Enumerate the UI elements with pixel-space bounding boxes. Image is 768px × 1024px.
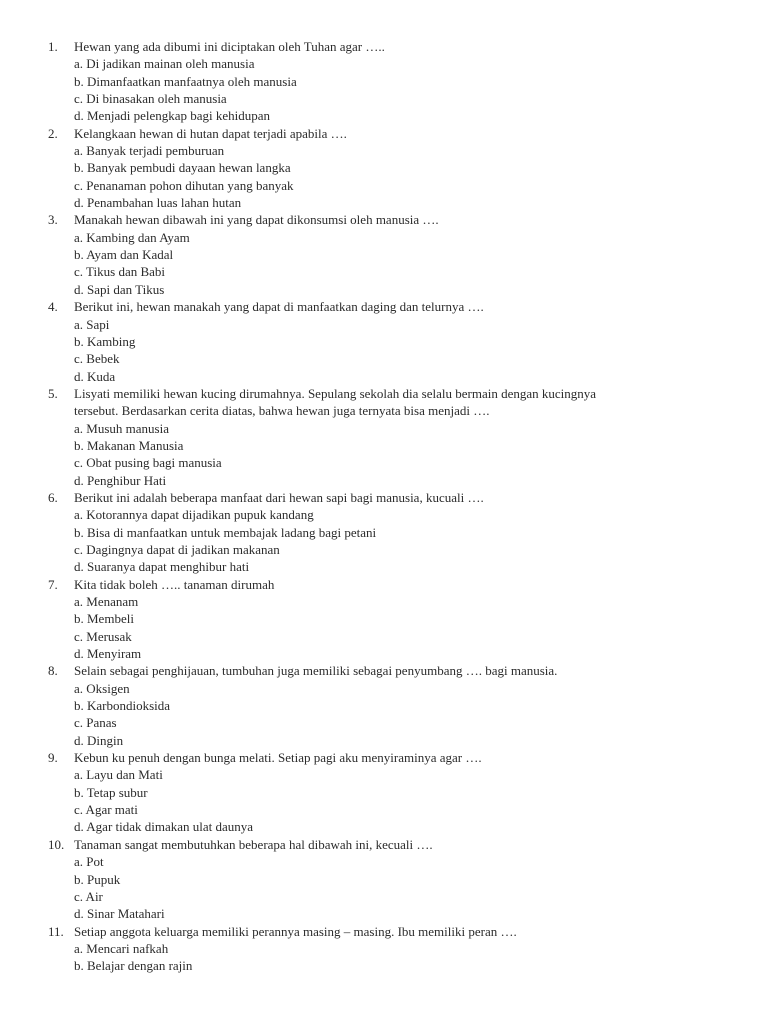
answer-option: b. Bisa di manfaatkan untuk membajak ladang bagi petani [74,524,377,540]
question-text: Kebun ku penuh dengan bunga melati. Setiap pagi aku menyiraminya agar …. [74,750,482,766]
answer-option: d. Dingin [74,732,124,748]
answer-option: c. Dagingnya dapat di jadikan makanan [74,541,280,557]
answer-option: b. Pupuk [74,871,121,887]
question-item [48,211,728,298]
answer-option: d. Kuda [74,368,116,384]
answer-option: c. Obat pusing bagi manusia [74,455,222,471]
answer-option: d. Penghibur Hati [74,472,167,488]
question-text: Berikut ini adalah beberapa manfaat dari hewan sapi bagi manusia, kucuali …. [74,489,484,505]
question-line [48,385,728,402]
question-text: Manakah hewan dibawah ini yang dapat dikonsumsi oleh manusia …. [74,212,439,228]
answer-option: d. Penambahan luas lahan hutan [74,195,242,211]
question-item [48,749,728,836]
question-number: 4. [48,299,58,315]
question-number: 5. [48,385,58,401]
answer-option: b. Membeli [74,611,134,627]
answer-option: b. Banyak pembudi dayaan hewan langka [74,160,291,176]
answer-option: a. Kambing dan Ayam [74,229,190,245]
answer-option: b. Karbondioksida [74,698,171,714]
question-number: 2. [48,125,58,141]
question-number: 3. [48,212,58,228]
question-item [48,38,728,125]
answer-option: a. Sapi [74,316,110,332]
question-number: 10. [48,836,65,852]
answer-option: c. Penanaman pohon dihutan yang banyak [74,177,294,193]
answer-option: a. Menanam [74,594,139,609]
answer-option: c. Di binasakan oleh manusia [74,91,227,107]
question-number: 1. [48,39,58,54]
question-number: 8. [48,663,58,679]
answer-option: c. Merusak [74,628,132,644]
question-number: 11. [48,923,64,939]
question-list [48,38,728,975]
answer-option: a. Banyak terjadi pemburuan [74,143,225,159]
answer-option: c. Air [74,888,103,904]
answer-option: d. Menyiram [74,646,142,662]
question-text-continued: tersebut. Berdasarkan cerita diatas, bahwa hewan juga ternyata bisa menjadi …. [74,403,490,419]
question-text: Lisyati memiliki hewan kucing dirumahnya. Sepulang sekolah dia selalu bermain dengan kucingnya [74,385,597,401]
answer-option: b. Dimanfaatkan manfaatnya oleh manusia [74,73,297,89]
question-line [48,749,728,766]
question-line [48,298,728,315]
question-text: Kita tidak boleh ….. tanaman dirumah [74,576,275,592]
question-text: Setiap anggota keluarga memiliki perannya masing – masing. Ibu memiliki peran …. [74,923,517,939]
answer-option: a. Musuh manusia [74,420,169,436]
question-text: Selain sebagai penghijauan, tumbuhan juga memiliki sebagai penyumbang …. bagi manusia. [74,663,558,679]
question-text: Berikut ini, hewan manakah yang dapat di manfaatkan daging dan telurnya …. [74,299,484,315]
answer-option: d. Sinar Matahari [74,906,165,922]
answer-option: b. Ayam dan Kadal [74,247,174,263]
question-text: Hewan yang ada dibumi ini diciptakan oleh Tuhan agar ….. [74,39,385,54]
question-line [48,923,728,940]
answer-option: a. Pot [74,854,104,870]
question-item [48,576,728,663]
question-item [48,298,728,385]
answer-option: b. Tetap subur [74,784,148,800]
question-line [48,125,728,142]
answer-option: b. Kambing [74,333,136,349]
question-line [48,576,728,593]
question-item [48,125,728,212]
answer-option: c. Tikus dan Babi [74,264,166,280]
question-line [48,211,728,228]
answer-option: a. Di jadikan mainan oleh manusia [74,56,255,72]
question-line [48,489,728,506]
question-number: 6. [48,489,58,505]
question-line [48,38,728,55]
question-text: Tanaman sangat membutuhkan beberapa hal dibawah ini, kecuali …. [74,836,433,852]
answer-option: b. Makanan Manusia [74,437,184,453]
answer-option: a. Mencari nafkah [74,940,169,956]
answer-option: d. Sapi dan Tikus [74,281,165,297]
question-item [48,923,728,975]
question-text: Kelangkaan hewan di hutan dapat terjadi apabila …. [74,125,347,141]
answer-option: a. Oksigen [74,680,130,696]
answer-option: c. Panas [74,715,117,731]
question-item [48,662,728,749]
question-number: 7. [48,576,58,592]
answer-option: d. Menjadi pelengkap bagi kehidupan [74,108,271,124]
answer-option: d. Agar tidak dimakan ulat daunya [74,819,254,835]
answer-option: d. Suaranya dapat menghibur hati [74,559,250,575]
answer-option: a. Kotorannya dapat dijadikan pupuk kandang [74,507,314,523]
answer-option: c. Bebek [74,351,120,367]
question-number: 9. [48,750,58,766]
answer-option: c. Agar mati [74,802,138,818]
question-item [48,385,728,489]
answer-option: b. Belajar dengan rajin [74,958,193,974]
question-line [48,662,728,679]
question-item [48,836,728,923]
question-item [48,489,728,576]
question-line [48,836,728,853]
answer-option: a. Layu dan Mati [74,767,163,783]
